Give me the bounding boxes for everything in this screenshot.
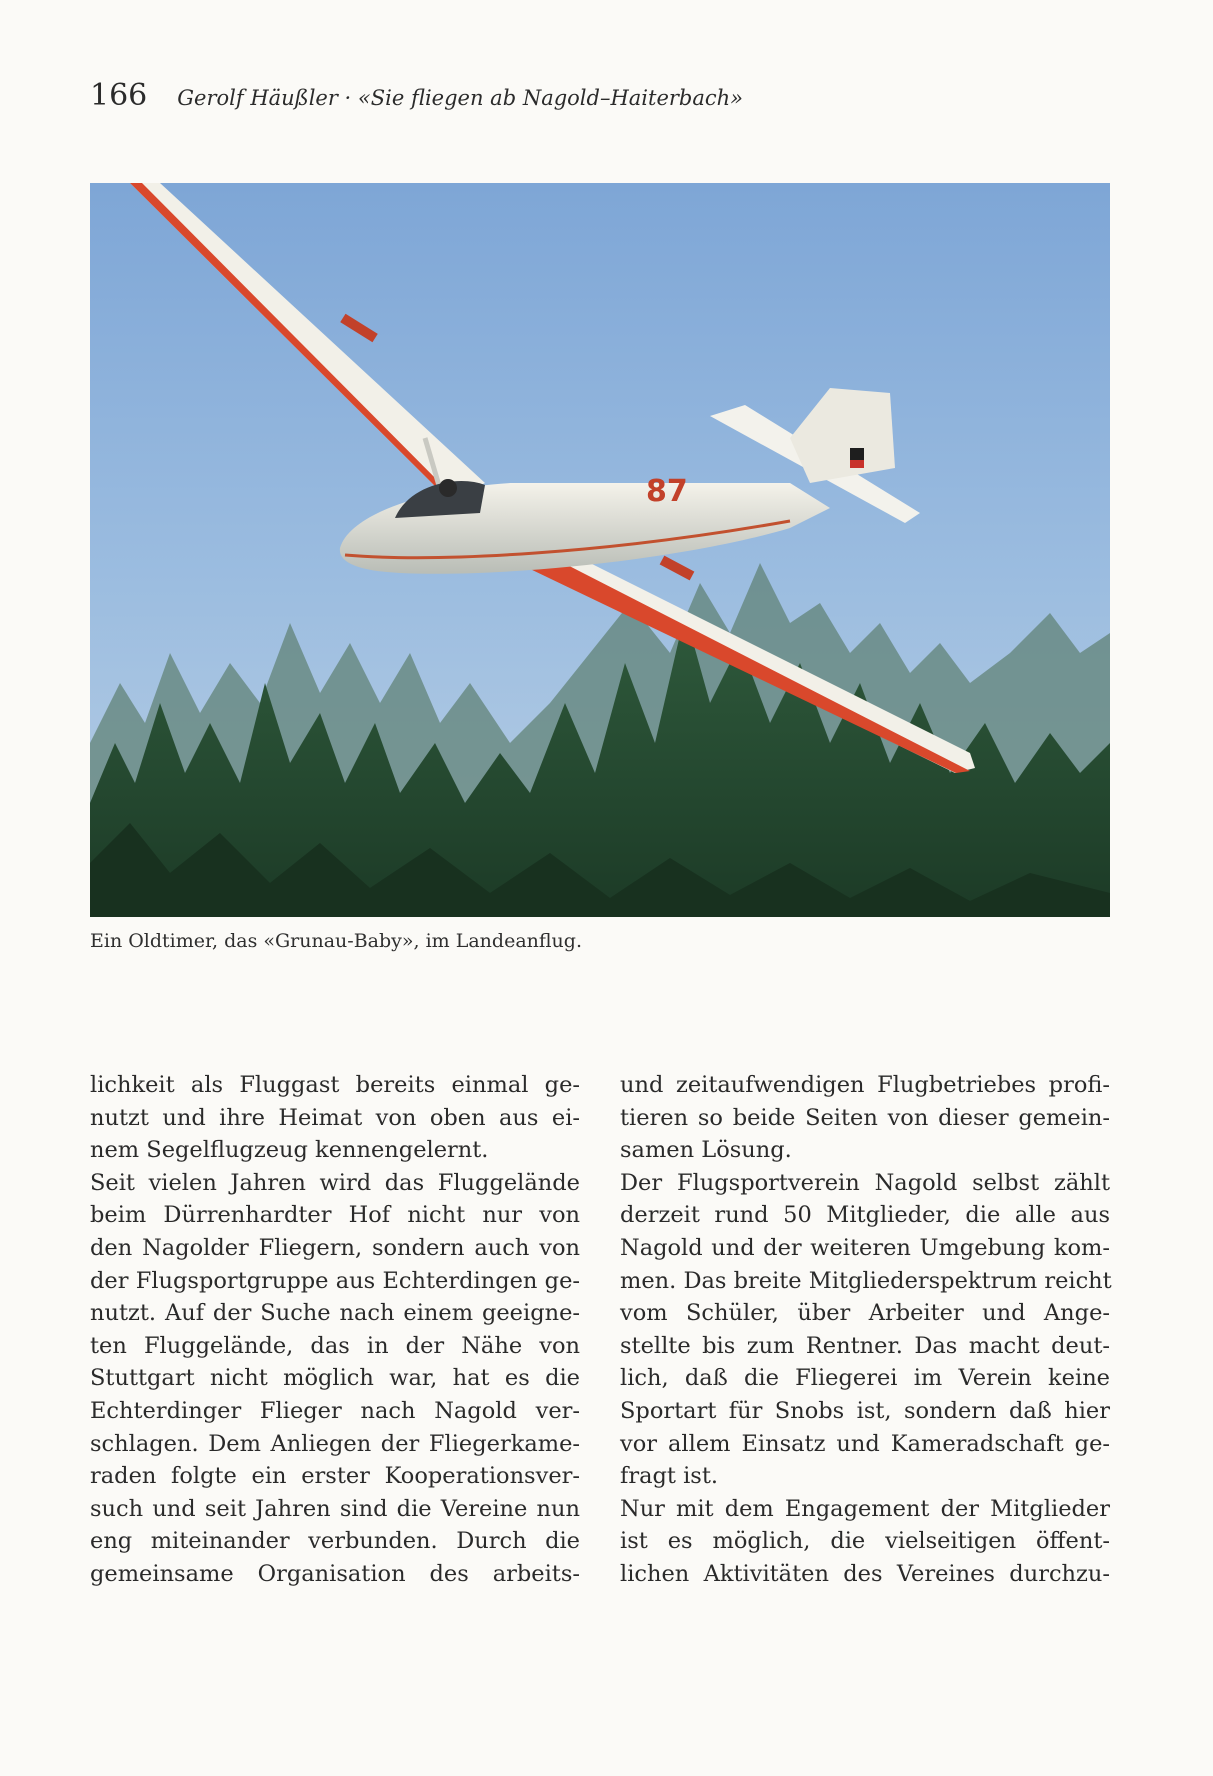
running-header xyxy=(90,78,1120,118)
text-line: Seit vielen Jahren wird das Fluggelände xyxy=(90,1169,580,1196)
text-line: den Nagolder Fliegern, sondern auch von xyxy=(90,1234,580,1261)
glider-photo-illustration xyxy=(90,183,1110,917)
text-line: der Flugsportgruppe aus Echterdingen ge- xyxy=(90,1267,580,1294)
text-line: Nur mit dem Engagement der Mitglieder xyxy=(620,1495,1110,1522)
text-line: vom Schüler, über Arbeiter und Ange- xyxy=(620,1300,1110,1327)
text-line: Der Flugsportverein Nagold selbst zählt xyxy=(620,1169,1110,1196)
text-line: Sportart für Snobs ist, sondern daß hier xyxy=(620,1397,1110,1424)
text-line: und zeitaufwendigen Flugbetriebes profi- xyxy=(620,1072,1110,1098)
text-line: lichkeit als Fluggast bereits einmal ge- xyxy=(90,1072,580,1098)
text-line: raden folgte ein erster Kooperationsver- xyxy=(90,1463,580,1490)
text-line: Stuttgart nicht möglich war, hat es die xyxy=(90,1365,580,1392)
text-line: ten Fluggelände, das in der Nähe von xyxy=(90,1332,580,1359)
text-line: Nagold und der weiteren Umgebung kom- xyxy=(620,1234,1110,1261)
text-line: nutzt und ihre Heimat von oben aus ei- xyxy=(90,1104,580,1131)
photo-glider-landing xyxy=(90,183,1110,917)
glider-registration: 87 xyxy=(646,474,688,509)
text-line: lich, daß die Fliegerei im Verein keine xyxy=(620,1365,1110,1392)
text-line: vor allem Einsatz und Kameradschaft ge- xyxy=(620,1430,1110,1457)
text-line: gemeinsame Organisation des arbeits- xyxy=(90,1560,580,1587)
text-line: nutzt. Auf der Suche nach einem geeigne- xyxy=(90,1300,580,1327)
text-line: fragt ist. xyxy=(620,1463,719,1490)
text-column-right xyxy=(620,1069,1110,1591)
text-line: nem Segelflugzeug kennengelernt. xyxy=(90,1137,489,1164)
text-line: men. Das breite Mitgliederspektrum reicht xyxy=(620,1267,1112,1294)
text-line: derzeit rund 50 Mitglieder, die alle aus xyxy=(620,1202,1110,1229)
text-line: lichen Aktivitäten des Vereines durchzu- xyxy=(620,1560,1110,1587)
flag-red xyxy=(850,460,864,468)
text-line: eng miteinander verbunden. Durch die xyxy=(90,1528,580,1555)
page-number: 166 xyxy=(90,78,148,113)
text-column-left xyxy=(90,1069,580,1591)
flag-black xyxy=(850,448,864,460)
text-line: stellte bis zum Rentner. Das macht deut- xyxy=(620,1332,1110,1359)
text-line: such und seit Jahren sind die Vereine nun xyxy=(90,1495,580,1522)
text-line: Echterdinger Flieger nach Nagold ver- xyxy=(90,1397,580,1424)
text-line: tieren so beide Seiten von dieser gemein- xyxy=(620,1104,1110,1131)
figure-caption: Ein Oldtimer, das «Grunau-Baby», im Landeanflug. xyxy=(90,930,582,952)
text-line: beim Dürrenhardter Hof nicht nur von xyxy=(90,1202,580,1229)
text-line: ist es möglich, die vielseitigen öffent- xyxy=(620,1528,1110,1555)
glider-pilot xyxy=(439,479,457,497)
text-line: schlagen. Dem Anliegen der Fliegerkame- xyxy=(90,1430,580,1457)
text-line: samen Lösung. xyxy=(620,1137,792,1164)
running-title: Gerolf Häußler · «Sie fliegen ab Nagold–Haiterbach» xyxy=(177,86,744,110)
